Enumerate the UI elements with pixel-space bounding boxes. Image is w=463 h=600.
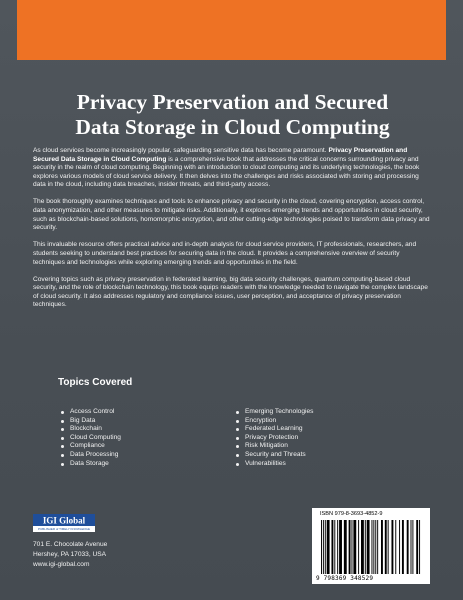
barcode-bar bbox=[349, 520, 351, 574]
paragraph-1-rest: is a comprehensive book that addresses the critical concerns surrounding privacy and security in the realm of cloud computing. Beginning with an introduction to cloud computing and its underlying technologies, the book explores various models of cloud service delivery. It then delves into the challenges and risks associated with storing and processing data in the cloud, including data breaches, insider threats, and third-party access. bbox=[33, 155, 420, 189]
topic-item: Emerging Technologies bbox=[235, 408, 313, 417]
barcode-bar bbox=[353, 520, 356, 574]
barcode-bar bbox=[331, 520, 333, 574]
barcode-bar bbox=[367, 520, 370, 574]
topic-item: Access Control bbox=[60, 408, 121, 417]
barcode-bar bbox=[395, 520, 396, 574]
address-city: Hershey, PA 17033, USA bbox=[33, 551, 107, 558]
book-title-line-2: Data Storage in Cloud Computing bbox=[75, 115, 390, 139]
isbn-label: ISBN 979-8-3693-4852-9 bbox=[320, 511, 383, 517]
description-paragraph-3: This invaluable resource offers practical advice and in-depth analysis for cloud service providers, IT professionals, researchers, and students seeking to understand best practices for securing data in the cloud. It provides a comprehensive overview of security techniques and technologies while exploring emerging trends and opportunities in the field. bbox=[33, 241, 417, 266]
topic-item: Compliance bbox=[60, 442, 121, 451]
barcode-bar bbox=[412, 520, 413, 574]
description bbox=[33, 147, 431, 319]
barcode-bar bbox=[325, 520, 326, 574]
barcode-bar bbox=[337, 520, 338, 574]
barcode-bar bbox=[402, 520, 404, 574]
topic-item: Security and Threats bbox=[235, 451, 313, 460]
barcode-bar bbox=[373, 520, 374, 574]
paragraph-1-book-title: Privacy Preservation and Secured Data Storage in Cloud Computing bbox=[33, 147, 408, 163]
description-paragraph-4: Covering topics such as privacy preservation in federated learning, big data security challenges, quantum computing-based cloud security, and the role of blockchain technology, this book equips readers with the knowledge needed to navigate the complex landscape of cloud security. It also addresses regulatory and compliance issues, user perception, and acceptance of privacy preservation techniques. bbox=[33, 275, 428, 309]
barcode-bar bbox=[351, 520, 352, 574]
topics-list-left bbox=[60, 408, 121, 468]
barcode-bar bbox=[371, 520, 372, 574]
topic-item: Federated Learning bbox=[235, 425, 313, 434]
barcode-bar bbox=[416, 520, 418, 574]
barcode-bar bbox=[399, 520, 400, 574]
barcode-bar bbox=[377, 520, 378, 574]
barcode-bar bbox=[358, 520, 359, 574]
barcode-bar bbox=[375, 520, 376, 574]
barcode-bar bbox=[391, 520, 393, 574]
book-title-line-1: Privacy Preservation and Secured bbox=[76, 90, 389, 114]
barcode-bar bbox=[339, 520, 342, 574]
paragraph-1-intro: As cloud services become increasingly popular, safeguarding sensitive data has become paramount. bbox=[33, 147, 327, 154]
logo-text: IGI Global bbox=[42, 515, 86, 526]
barcode-digits: 9 798369 348529 bbox=[316, 575, 374, 582]
topic-item: Risk Mitigation bbox=[235, 442, 313, 451]
accent-bar bbox=[17, 0, 446, 60]
barcode-bar bbox=[407, 520, 409, 574]
topic-item: Vulnerabilities bbox=[235, 460, 313, 469]
barcode-icon bbox=[318, 520, 424, 574]
barcode-bar bbox=[327, 520, 330, 574]
topic-item: Data Storage bbox=[60, 460, 121, 469]
book-title bbox=[30, 90, 435, 140]
topic-item: Blockchain bbox=[60, 425, 121, 434]
barcode-bar bbox=[361, 520, 364, 574]
topic-item: Encryption bbox=[235, 417, 313, 426]
topic-item: Big Data bbox=[60, 417, 121, 426]
barcode-bar bbox=[381, 520, 383, 574]
barcode-bar bbox=[388, 520, 389, 574]
barcode-bar bbox=[321, 520, 322, 574]
igi-global-logo bbox=[33, 514, 95, 532]
barcode-bar bbox=[411, 520, 412, 574]
description-paragraph-2: The book thoroughly examines techniques and tools to enhance privacy and security in the cloud, covering encryption, access control, data anonymization, and other measures to mitigate risks. Additionally, it explores emerging trends and opportunities in cloud security, such as blockchain-based solutions, homomorphic encryption, and other cutting-edge technologies poised to transform data privacy and security. bbox=[33, 198, 430, 232]
topic-item: Cloud Computing bbox=[60, 434, 121, 443]
barcode-bar bbox=[323, 520, 324, 574]
barcode-bar bbox=[344, 520, 347, 574]
barcode-bar bbox=[334, 520, 335, 574]
description-paragraph-1 bbox=[33, 147, 431, 190]
isbn-barcode-box bbox=[312, 508, 430, 584]
publisher-address bbox=[33, 540, 107, 570]
topic-item: Privacy Protection bbox=[235, 434, 313, 443]
topic-item: Data Processing bbox=[60, 451, 121, 460]
logo-tagline: PUBLISHER of TIMELY KNOWLEDGE bbox=[37, 527, 91, 532]
publisher-website: www.igi-global.com bbox=[33, 561, 90, 568]
topics-list-right bbox=[235, 408, 313, 468]
barcode-bar bbox=[365, 520, 366, 574]
topics-heading: Topics Covered bbox=[58, 377, 133, 388]
barcode-bar bbox=[419, 520, 420, 574]
barcode-bar bbox=[385, 520, 387, 574]
address-street: 701 E. Chocolate Avenue bbox=[33, 541, 108, 548]
